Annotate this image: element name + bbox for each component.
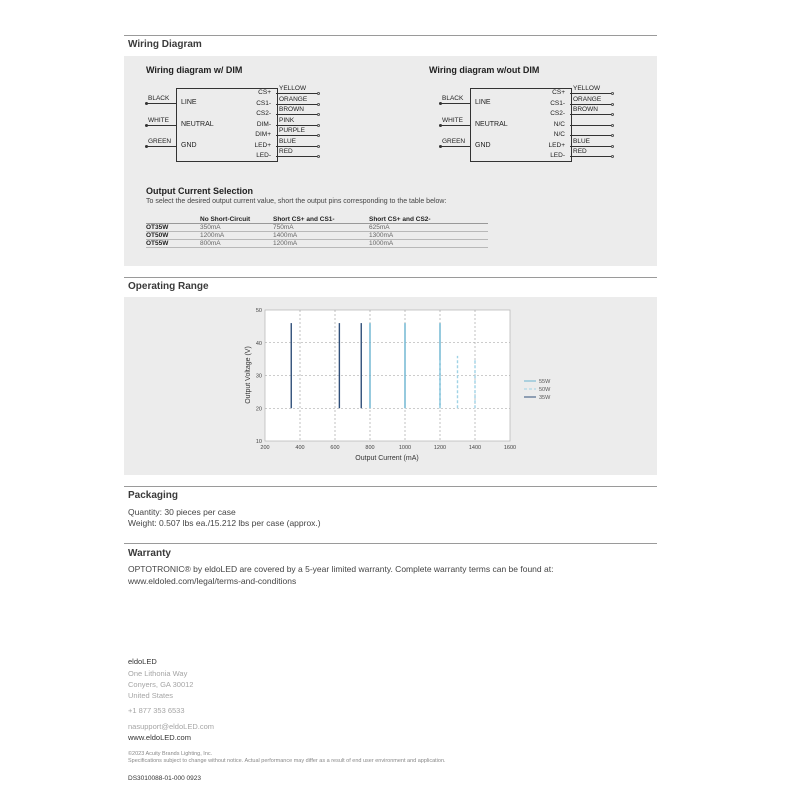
footer-disclaimer: Specifications subject to change without notice. Actual performance may differ as a result of end user environment and application. bbox=[128, 758, 446, 764]
output-wire bbox=[276, 146, 318, 147]
input-wire bbox=[146, 103, 176, 104]
wire-terminal bbox=[317, 113, 320, 116]
output-wire-color: YELLOW bbox=[573, 85, 601, 92]
footer-email[interactable]: nasupport@eldoLED.com bbox=[128, 722, 214, 731]
table-cell: 1000mA bbox=[369, 240, 488, 248]
output-pin-label: CS1- bbox=[256, 99, 271, 107]
dim-diagram-title: Wiring diagram w/ DIM bbox=[146, 65, 243, 75]
table-cell: 750mA bbox=[273, 224, 369, 232]
output-pin-label: CS2- bbox=[256, 110, 271, 117]
input-wire-color: BLACK bbox=[442, 95, 464, 102]
output-wire-color: BLUE bbox=[573, 137, 590, 145]
output-wire bbox=[276, 104, 318, 105]
table-header bbox=[146, 215, 200, 224]
output-pin-label: N/C bbox=[553, 131, 565, 138]
wire-terminal bbox=[439, 145, 442, 148]
output-pin-label: LED+ bbox=[548, 141, 565, 149]
table-cell: 1200mA bbox=[200, 232, 273, 240]
x-tick-label: 600 bbox=[330, 445, 340, 451]
input-wire-color: BLACK bbox=[148, 95, 170, 102]
wire-terminal bbox=[611, 134, 614, 137]
x-tick-label: 1200 bbox=[433, 445, 447, 451]
output-pin-label: LED- bbox=[256, 152, 271, 159]
output-wire bbox=[570, 114, 612, 115]
packaging-quantity: Quantity: 30 pieces per case bbox=[128, 507, 236, 517]
x-tick-label: 200 bbox=[260, 445, 270, 451]
output-wire bbox=[570, 125, 612, 126]
output-wire bbox=[570, 156, 612, 157]
warranty-text: OPTOTRONIC® by eldoLED are covered by a 5-year limited warranty. Complete warranty terms can be found at: bbox=[128, 564, 554, 574]
legend-label: 35W bbox=[539, 395, 551, 401]
warranty-link[interactable]: www.eldoled.com/legal/terms-and-conditions bbox=[128, 576, 297, 586]
y-tick-label: 40 bbox=[255, 340, 262, 347]
wire-terminal bbox=[317, 145, 320, 148]
footer-doc-number: DS3010088-01-000 0923 bbox=[128, 775, 202, 782]
output-current-title: Output Current Selection bbox=[146, 186, 254, 196]
output-pin-label: CS+ bbox=[552, 89, 565, 96]
wire-terminal bbox=[145, 145, 148, 148]
input-wire-color: WHITE bbox=[148, 117, 169, 124]
wire-terminal bbox=[145, 124, 148, 127]
output-pin-label: DIM+ bbox=[255, 131, 271, 138]
output-wire-color: PURPLE bbox=[279, 127, 306, 134]
wire-terminal bbox=[439, 102, 442, 105]
packaging-weight: Weight: 0.507 lbs ea./15.212 lbs per case (approx.) bbox=[128, 518, 321, 528]
output-pin-label: N/C bbox=[553, 120, 565, 128]
footer-country: United States bbox=[128, 691, 174, 700]
output-wire bbox=[276, 114, 318, 115]
table-cell: 1400mA bbox=[273, 232, 369, 240]
footer-phone: +1 877 353 6533 bbox=[128, 706, 185, 715]
wire-terminal bbox=[317, 124, 320, 127]
x-axis-label: Output Current (mA) bbox=[355, 455, 419, 462]
x-tick-label: 1600 bbox=[503, 445, 517, 451]
output-current-description: To select the desired output current value, short the output pins corresponding to the table below: bbox=[146, 198, 447, 205]
footer-address-line: One Lithonia Way bbox=[128, 669, 188, 678]
input-label: LINE bbox=[475, 99, 491, 106]
table-row bbox=[146, 232, 488, 240]
output-wire-color: YELLOW bbox=[279, 85, 307, 92]
output-wire bbox=[570, 135, 612, 136]
wire-terminal bbox=[611, 92, 614, 95]
y-tick-label: 10 bbox=[255, 439, 262, 445]
footer-website[interactable]: www.eldoLED.com bbox=[128, 733, 191, 742]
output-pin-label: LED+ bbox=[254, 141, 271, 149]
output-wire bbox=[570, 93, 612, 94]
x-tick-label: 800 bbox=[365, 445, 375, 451]
output-current-table bbox=[146, 215, 488, 248]
output-wire-color: PINK bbox=[279, 116, 295, 124]
x-tick-label: 400 bbox=[295, 445, 305, 451]
section-divider bbox=[124, 486, 657, 487]
table-cell: 800mA bbox=[200, 240, 273, 248]
output-wire-color: ORANGE bbox=[279, 95, 308, 103]
section-title-warranty: Warranty bbox=[128, 548, 171, 559]
input-wire bbox=[440, 103, 470, 104]
output-wire bbox=[570, 146, 612, 147]
output-wire-color: BLUE bbox=[279, 137, 296, 145]
input-wire bbox=[146, 146, 176, 147]
table-row bbox=[146, 224, 488, 232]
wire-terminal bbox=[317, 92, 320, 95]
output-wire bbox=[276, 156, 318, 157]
input-wire-color: GREEN bbox=[442, 138, 466, 145]
input-label: NEUTRAL bbox=[475, 121, 508, 128]
footer-address-line: Conyers, GA 30012 bbox=[128, 680, 194, 689]
wire-terminal bbox=[317, 155, 320, 158]
footer-company: eldoLED bbox=[128, 657, 157, 666]
section-title-operating: Operating Range bbox=[128, 281, 209, 292]
input-wire bbox=[146, 125, 176, 126]
table-cell: 350mA bbox=[200, 224, 273, 232]
section-divider bbox=[124, 543, 657, 544]
output-pin-label: DIM- bbox=[256, 120, 271, 128]
table-cell: OT55W bbox=[146, 240, 200, 248]
table-cell: 625mA bbox=[369, 224, 488, 232]
wire-terminal bbox=[317, 134, 320, 137]
output-wire-color: BROWN bbox=[573, 106, 598, 113]
input-wire-color: WHITE bbox=[442, 117, 463, 124]
wire-terminal bbox=[611, 155, 614, 158]
y-tick-label: 20 bbox=[255, 406, 262, 413]
wire-terminal bbox=[317, 103, 320, 106]
table-header-row bbox=[146, 215, 488, 224]
footer-copyright: ©2023 Acuity Brands Lighting, Inc. bbox=[128, 751, 213, 757]
table-cell: OT35W bbox=[146, 224, 200, 232]
wire-terminal bbox=[611, 103, 614, 106]
section-divider bbox=[124, 35, 657, 36]
output-wire-color: BROWN bbox=[279, 106, 304, 113]
output-wire bbox=[276, 135, 318, 136]
nodim-diagram-title: Wiring diagram w/out DIM bbox=[429, 65, 540, 75]
output-wire-color: RED bbox=[279, 148, 293, 155]
x-tick-label: 1000 bbox=[398, 445, 412, 451]
y-tick-label: 30 bbox=[255, 373, 262, 380]
output-wire bbox=[570, 104, 612, 105]
wire-terminal bbox=[611, 124, 614, 127]
output-wire bbox=[276, 125, 318, 126]
legend-label: 50W bbox=[539, 387, 551, 393]
input-wire-color: GREEN bbox=[148, 138, 172, 145]
output-pin-label: LED- bbox=[550, 152, 565, 159]
section-title-packaging: Packaging bbox=[128, 490, 179, 501]
input-label: LINE bbox=[181, 99, 197, 106]
output-wire-color: ORANGE bbox=[573, 95, 602, 103]
output-wire bbox=[276, 93, 318, 94]
x-tick-label: 1400 bbox=[468, 445, 482, 451]
y-tick-label: 50 bbox=[255, 308, 262, 314]
section-divider bbox=[124, 277, 657, 278]
input-wire bbox=[440, 125, 470, 126]
wire-terminal bbox=[611, 113, 614, 116]
table-cell: 1200mA bbox=[273, 240, 369, 248]
section-title-wiring: Wiring Diagram bbox=[128, 39, 202, 50]
table-row bbox=[146, 240, 488, 248]
legend-label: 55W bbox=[539, 379, 551, 385]
output-pin-label: CS2- bbox=[550, 110, 565, 117]
table-header: Short CS+ and CS2- bbox=[369, 215, 488, 224]
chart-legend bbox=[524, 379, 551, 401]
input-wire bbox=[440, 146, 470, 147]
table-cell: OT50W bbox=[146, 232, 200, 240]
wire-terminal bbox=[439, 124, 442, 127]
input-label: NEUTRAL bbox=[181, 121, 214, 128]
table-header: Short CS+ and CS1- bbox=[273, 215, 369, 224]
input-label: GND bbox=[181, 142, 197, 149]
input-label: GND bbox=[475, 142, 491, 149]
table-cell: 1300mA bbox=[369, 232, 488, 240]
y-axis-label: Output Voltage (V) bbox=[245, 346, 252, 404]
output-pin-label: CS+ bbox=[258, 89, 271, 96]
table-header: No Short-Circuit bbox=[200, 215, 273, 224]
output-wire-color: RED bbox=[573, 148, 587, 155]
wire-terminal bbox=[145, 102, 148, 105]
output-pin-label: CS1- bbox=[550, 99, 565, 107]
operating-range-chart bbox=[124, 297, 657, 475]
wire-terminal bbox=[611, 145, 614, 148]
